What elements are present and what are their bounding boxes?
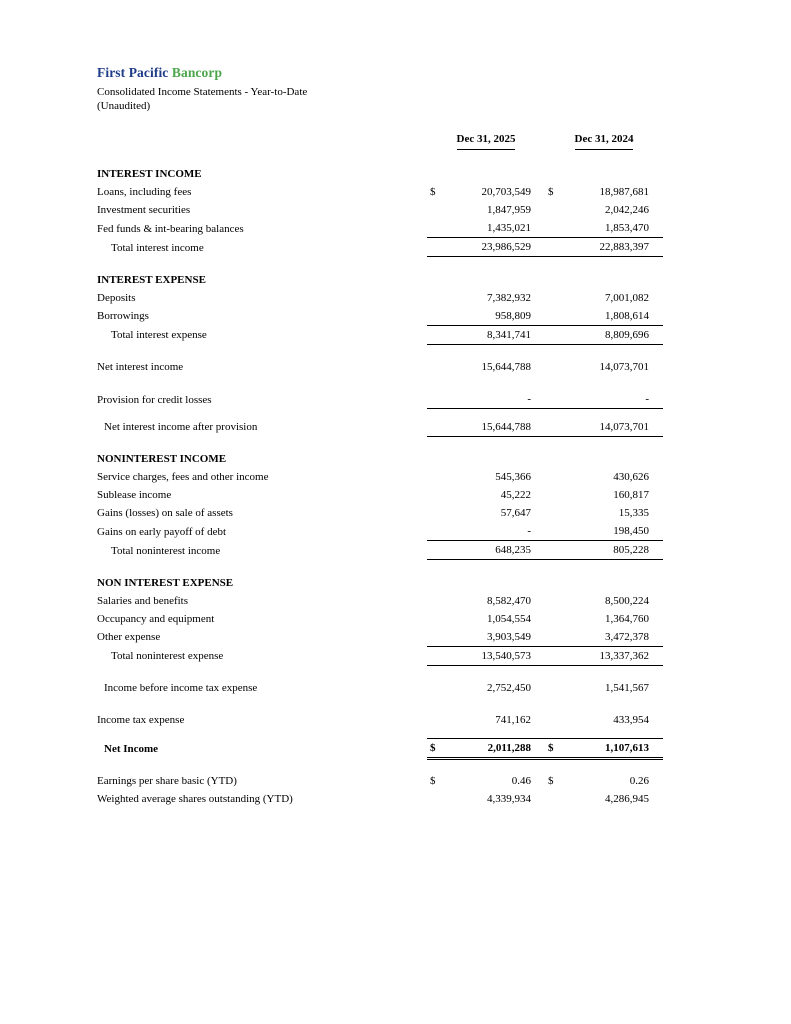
spacer-row <box>97 697 663 711</box>
row-label: Total interest expense <box>111 329 207 341</box>
row-value-period-2: - <box>563 390 663 409</box>
row-value-period-2: 805,228 <box>563 541 663 560</box>
document-subtitle: Consolidated Income Statements - Year-to-Date <box>97 86 308 98</box>
row-value-period-2: 1,541,567 <box>605 682 649 694</box>
row-label: Occupancy and equipment <box>97 612 215 625</box>
row-value-period-2: 433,954 <box>613 714 649 726</box>
table-row-net-income <box>97 738 663 758</box>
table-row <box>97 772 663 790</box>
spacer-row <box>97 409 663 418</box>
spacer-row <box>97 344 663 358</box>
currency-symbol: $ <box>548 775 554 787</box>
row-label: Total noninterest expense <box>111 650 224 662</box>
row-value-period-1: 2,752,450 <box>487 682 531 694</box>
row-value-period-1: 1,847,959 <box>487 204 531 216</box>
table-row <box>97 711 663 729</box>
table-row <box>97 790 663 808</box>
row-label: Provision for credit losses <box>97 393 212 406</box>
spacer-row <box>97 151 663 165</box>
row-value-period-2: 160,817 <box>613 489 649 501</box>
row-value-period-1: 8,582,470 <box>487 594 531 607</box>
logo-text-secondary: Bancorp <box>171 65 223 80</box>
column-header-label <box>97 130 427 151</box>
row-value-period-2: 2,042,246 <box>605 204 649 216</box>
row-value-period-2: 4,286,945 <box>605 793 649 805</box>
row-label: Gains on early payoff of debt <box>97 525 227 538</box>
row-label: Loans, including fees <box>97 186 192 198</box>
row-label: Other expense <box>97 631 161 643</box>
row-value-period-1: 57,647 <box>500 507 531 519</box>
document-audit-status: (Unaudited) <box>97 100 151 112</box>
row-value-period-2: 3,472,378 <box>563 628 663 647</box>
spacer-row <box>97 436 663 450</box>
row-value-period-1: - <box>445 522 545 541</box>
table-row <box>97 289 663 307</box>
table-row <box>97 679 663 697</box>
row-value-period-1: 1,435,021 <box>445 219 545 238</box>
row-value-period-1: - <box>445 390 545 409</box>
spacer-row <box>97 758 663 772</box>
table-row-subtotal <box>97 541 663 560</box>
row-label: Total interest income <box>111 241 204 254</box>
currency-symbol: $ <box>427 738 445 758</box>
table-row <box>97 307 663 326</box>
row-value-period-1: 4,339,934 <box>487 793 531 805</box>
table-row <box>97 183 663 201</box>
table-header-row <box>97 130 663 151</box>
row-label: Net interest income <box>97 361 184 373</box>
row-value-period-2: 14,073,701 <box>599 361 649 373</box>
row-value-period-1: 958,809 <box>445 307 545 326</box>
row-value-period-1: 13,540,573 <box>445 646 545 665</box>
row-value-period-1: 0.46 <box>511 775 531 787</box>
table-row <box>97 219 663 238</box>
row-label: Service charges, fees and other income <box>97 471 269 483</box>
table-row <box>97 390 663 409</box>
row-value-period-1: 1,054,554 <box>487 612 531 625</box>
row-value-period-1: 2,011,288 <box>445 738 545 758</box>
currency-symbol: $ <box>545 738 563 758</box>
row-value-period-1: 648,235 <box>445 541 545 560</box>
row-value-period-2: 8,500,224 <box>605 594 649 607</box>
row-label: Fed funds & int-bearing balances <box>97 222 244 235</box>
row-label: Gains (losses) on sale of assets <box>97 507 233 519</box>
currency-symbol: $ <box>430 186 436 198</box>
column-header-period-1: Dec 31, 2025 <box>427 130 545 151</box>
row-value-period-2: 1,107,613 <box>563 738 663 758</box>
table-row-subtotal <box>97 646 663 665</box>
row-value-period-1: 8,341,741 <box>445 325 545 344</box>
table-row <box>97 201 663 219</box>
row-value-period-2: 0.26 <box>629 775 649 787</box>
document-header <box>97 64 657 113</box>
section-title: NON INTEREST EXPENSE <box>97 576 234 589</box>
row-label: Weighted average shares outstanding (YTD) <box>97 793 293 805</box>
row-value-period-1: 545,366 <box>495 471 531 483</box>
row-value-period-1: 23,986,529 <box>445 238 545 257</box>
row-value-period-2: 7,001,082 <box>605 291 649 304</box>
section-title: NONINTEREST INCOME <box>97 453 227 465</box>
row-value-period-2: 13,337,362 <box>563 646 663 665</box>
table-row-subtotal <box>97 238 663 257</box>
row-value-period-2: 1,808,614 <box>563 307 663 326</box>
row-label: Net interest income after provision <box>104 421 258 433</box>
row-label: Deposits <box>97 291 136 304</box>
row-value-period-2: 1,364,760 <box>605 612 649 625</box>
currency-symbol: $ <box>548 186 554 198</box>
row-value-period-2: 1,853,470 <box>563 219 663 238</box>
logo-text-primary: First Pacific <box>97 65 169 80</box>
row-label: Income before income tax expense <box>104 682 258 694</box>
table-row <box>97 358 663 376</box>
table-row-subtotal <box>97 418 663 437</box>
row-label: Investment securities <box>97 204 191 216</box>
spacer-row <box>97 560 663 574</box>
row-value-period-2: 22,883,397 <box>563 238 663 257</box>
column-header-period-2: Dec 31, 2024 <box>545 130 663 151</box>
row-value-period-1: 45,222 <box>500 489 531 501</box>
row-label: Earnings per share basic (YTD) <box>97 775 237 787</box>
row-value-period-2: 430,626 <box>613 471 649 483</box>
table-row <box>97 610 663 628</box>
row-label: Borrowings <box>97 310 149 322</box>
table-row <box>97 592 663 610</box>
section-header-noninterest-expense <box>97 574 663 592</box>
row-value-period-1: 7,382,932 <box>487 291 531 304</box>
section-header-interest-expense <box>97 271 663 289</box>
section-header-interest-income <box>97 165 663 183</box>
spacer-row <box>97 257 663 271</box>
table-row-subtotal <box>97 325 663 344</box>
spacer-row <box>97 665 663 679</box>
table-row <box>97 504 663 522</box>
table-row <box>97 468 663 486</box>
row-label: Salaries and benefits <box>97 594 189 607</box>
spacer-row <box>97 729 663 738</box>
spacer-row <box>97 376 663 390</box>
row-value-period-1: 15,644,788 <box>445 418 545 437</box>
income-statement-table <box>97 130 663 808</box>
row-value-period-2: 15,335 <box>618 507 649 519</box>
section-title: INTEREST EXPENSE <box>97 273 206 286</box>
row-value-period-2: 8,809,696 <box>563 325 663 344</box>
row-value-period-1: 741,162 <box>495 714 531 726</box>
row-value-period-1: 3,903,549 <box>445 628 545 647</box>
table-row <box>97 486 663 504</box>
currency-symbol: $ <box>430 775 436 787</box>
row-value-period-2: 18,987,681 <box>599 186 649 198</box>
row-label: Total noninterest income <box>111 544 221 557</box>
company-logo <box>97 64 657 81</box>
row-value-period-1: 15,644,788 <box>481 361 531 373</box>
section-title: INTEREST INCOME <box>97 168 202 180</box>
row-value-period-2: 14,073,701 <box>563 418 663 437</box>
section-header-noninterest-income <box>97 450 663 468</box>
row-label: Net Income <box>104 743 159 755</box>
row-label: Sublease income <box>97 489 172 501</box>
row-value-period-1: 20,703,549 <box>481 186 531 198</box>
table-row <box>97 522 663 541</box>
row-label: Income tax expense <box>97 714 185 726</box>
row-value-period-2: 198,450 <box>563 522 663 541</box>
table-row <box>97 628 663 647</box>
